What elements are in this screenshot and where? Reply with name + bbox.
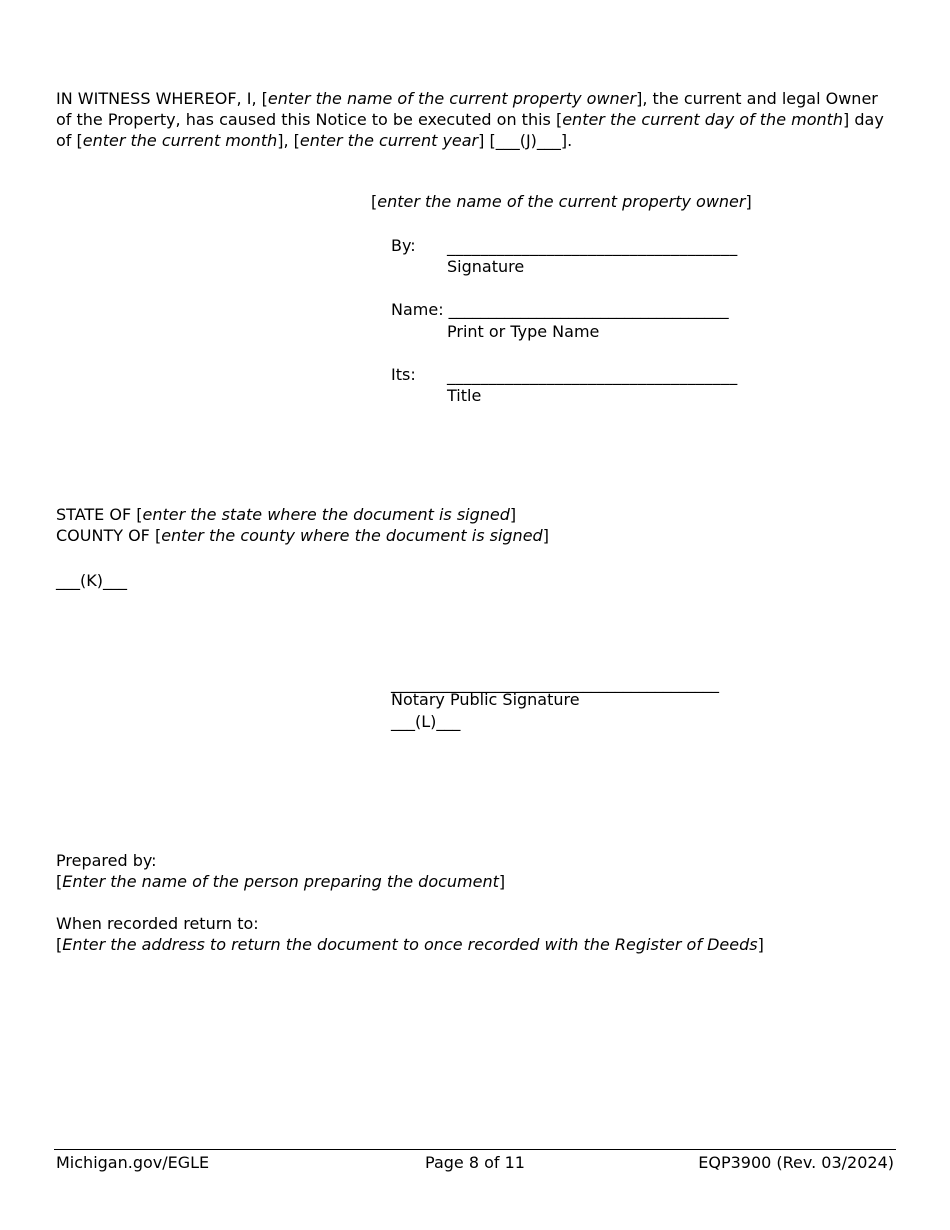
state-prefix: STATE OF [ — [56, 505, 143, 524]
prepared-close: ] — [498, 872, 506, 891]
return-to-label: When recorded return to: — [56, 914, 259, 933]
county-line — [56, 525, 549, 546]
name-field[interactable]: Name: ___________________________________ — [391, 300, 729, 319]
county-placeholder: enter the county where the document is signed — [161, 526, 543, 545]
footer-form-id: EQP3900 (Rev. 03/2024) — [698, 1153, 894, 1172]
state-suffix: ] — [509, 505, 517, 524]
signature-caption: Signature — [447, 257, 525, 276]
notary-signature-line[interactable]: _________________________________________ — [391, 674, 719, 693]
witness-text-2: ], the current and legal Owner of the Property, has caused this Notice to be executed on this [ — [56, 89, 878, 129]
county-prefix: COUNTY OF [ — [56, 526, 162, 545]
its-label: Its: — [391, 365, 416, 384]
footer-divider — [54, 1149, 896, 1150]
notary-caption: Notary Public Signature — [391, 690, 580, 709]
owner-bracket-close: ] — [745, 192, 752, 211]
year-placeholder: enter the current year — [299, 131, 479, 150]
name-caption: Print or Type Name — [447, 322, 600, 341]
return-to-value — [56, 934, 764, 955]
preparer-placeholder: Enter the name of the person preparing the document — [62, 872, 499, 891]
k-field[interactable]: ___(K)___ — [56, 571, 127, 590]
title-line[interactable]: ___________________________________ — [447, 366, 738, 385]
signature-line[interactable]: ___________________________________ — [447, 237, 738, 256]
month-placeholder: enter the current month — [82, 131, 278, 150]
return-open: [ — [56, 935, 63, 954]
witness-text-3: ] day of [ — [56, 110, 884, 150]
witness-paragraph — [56, 88, 896, 151]
prepared-by-value — [56, 871, 505, 892]
owner-name-block — [371, 191, 752, 212]
state-placeholder: enter the state where the document is signed — [142, 505, 510, 524]
owner-bracket-open: [ — [371, 192, 378, 211]
l-field[interactable]: ___(L)___ — [391, 712, 461, 731]
witness-text-1: IN WITNESS WHEREOF, I, [ — [56, 89, 268, 108]
title-caption: Title — [447, 386, 482, 405]
owner-name-placeholder: enter the name of the current property owner — [267, 89, 637, 108]
by-label: By: — [391, 236, 416, 255]
footer-website: Michigan.gov/EGLE — [56, 1153, 210, 1172]
day-placeholder: enter the current day of the month — [562, 110, 844, 129]
return-address-placeholder: Enter the address to return the document to once recorded with the Register of Deeds — [62, 935, 758, 954]
witness-text-4: ], [ — [277, 131, 300, 150]
prepared-open: [ — [56, 872, 63, 891]
return-close: ] — [757, 935, 764, 954]
owner-block-placeholder: enter the name of the current property owner — [377, 192, 746, 211]
prepared-by-label: Prepared by: — [56, 851, 157, 870]
witness-text-5: ] [___(J)___]. — [478, 131, 573, 150]
county-suffix: ] — [542, 526, 549, 545]
footer-page-number: Page 8 of 11 — [425, 1153, 525, 1172]
state-line — [56, 504, 516, 525]
